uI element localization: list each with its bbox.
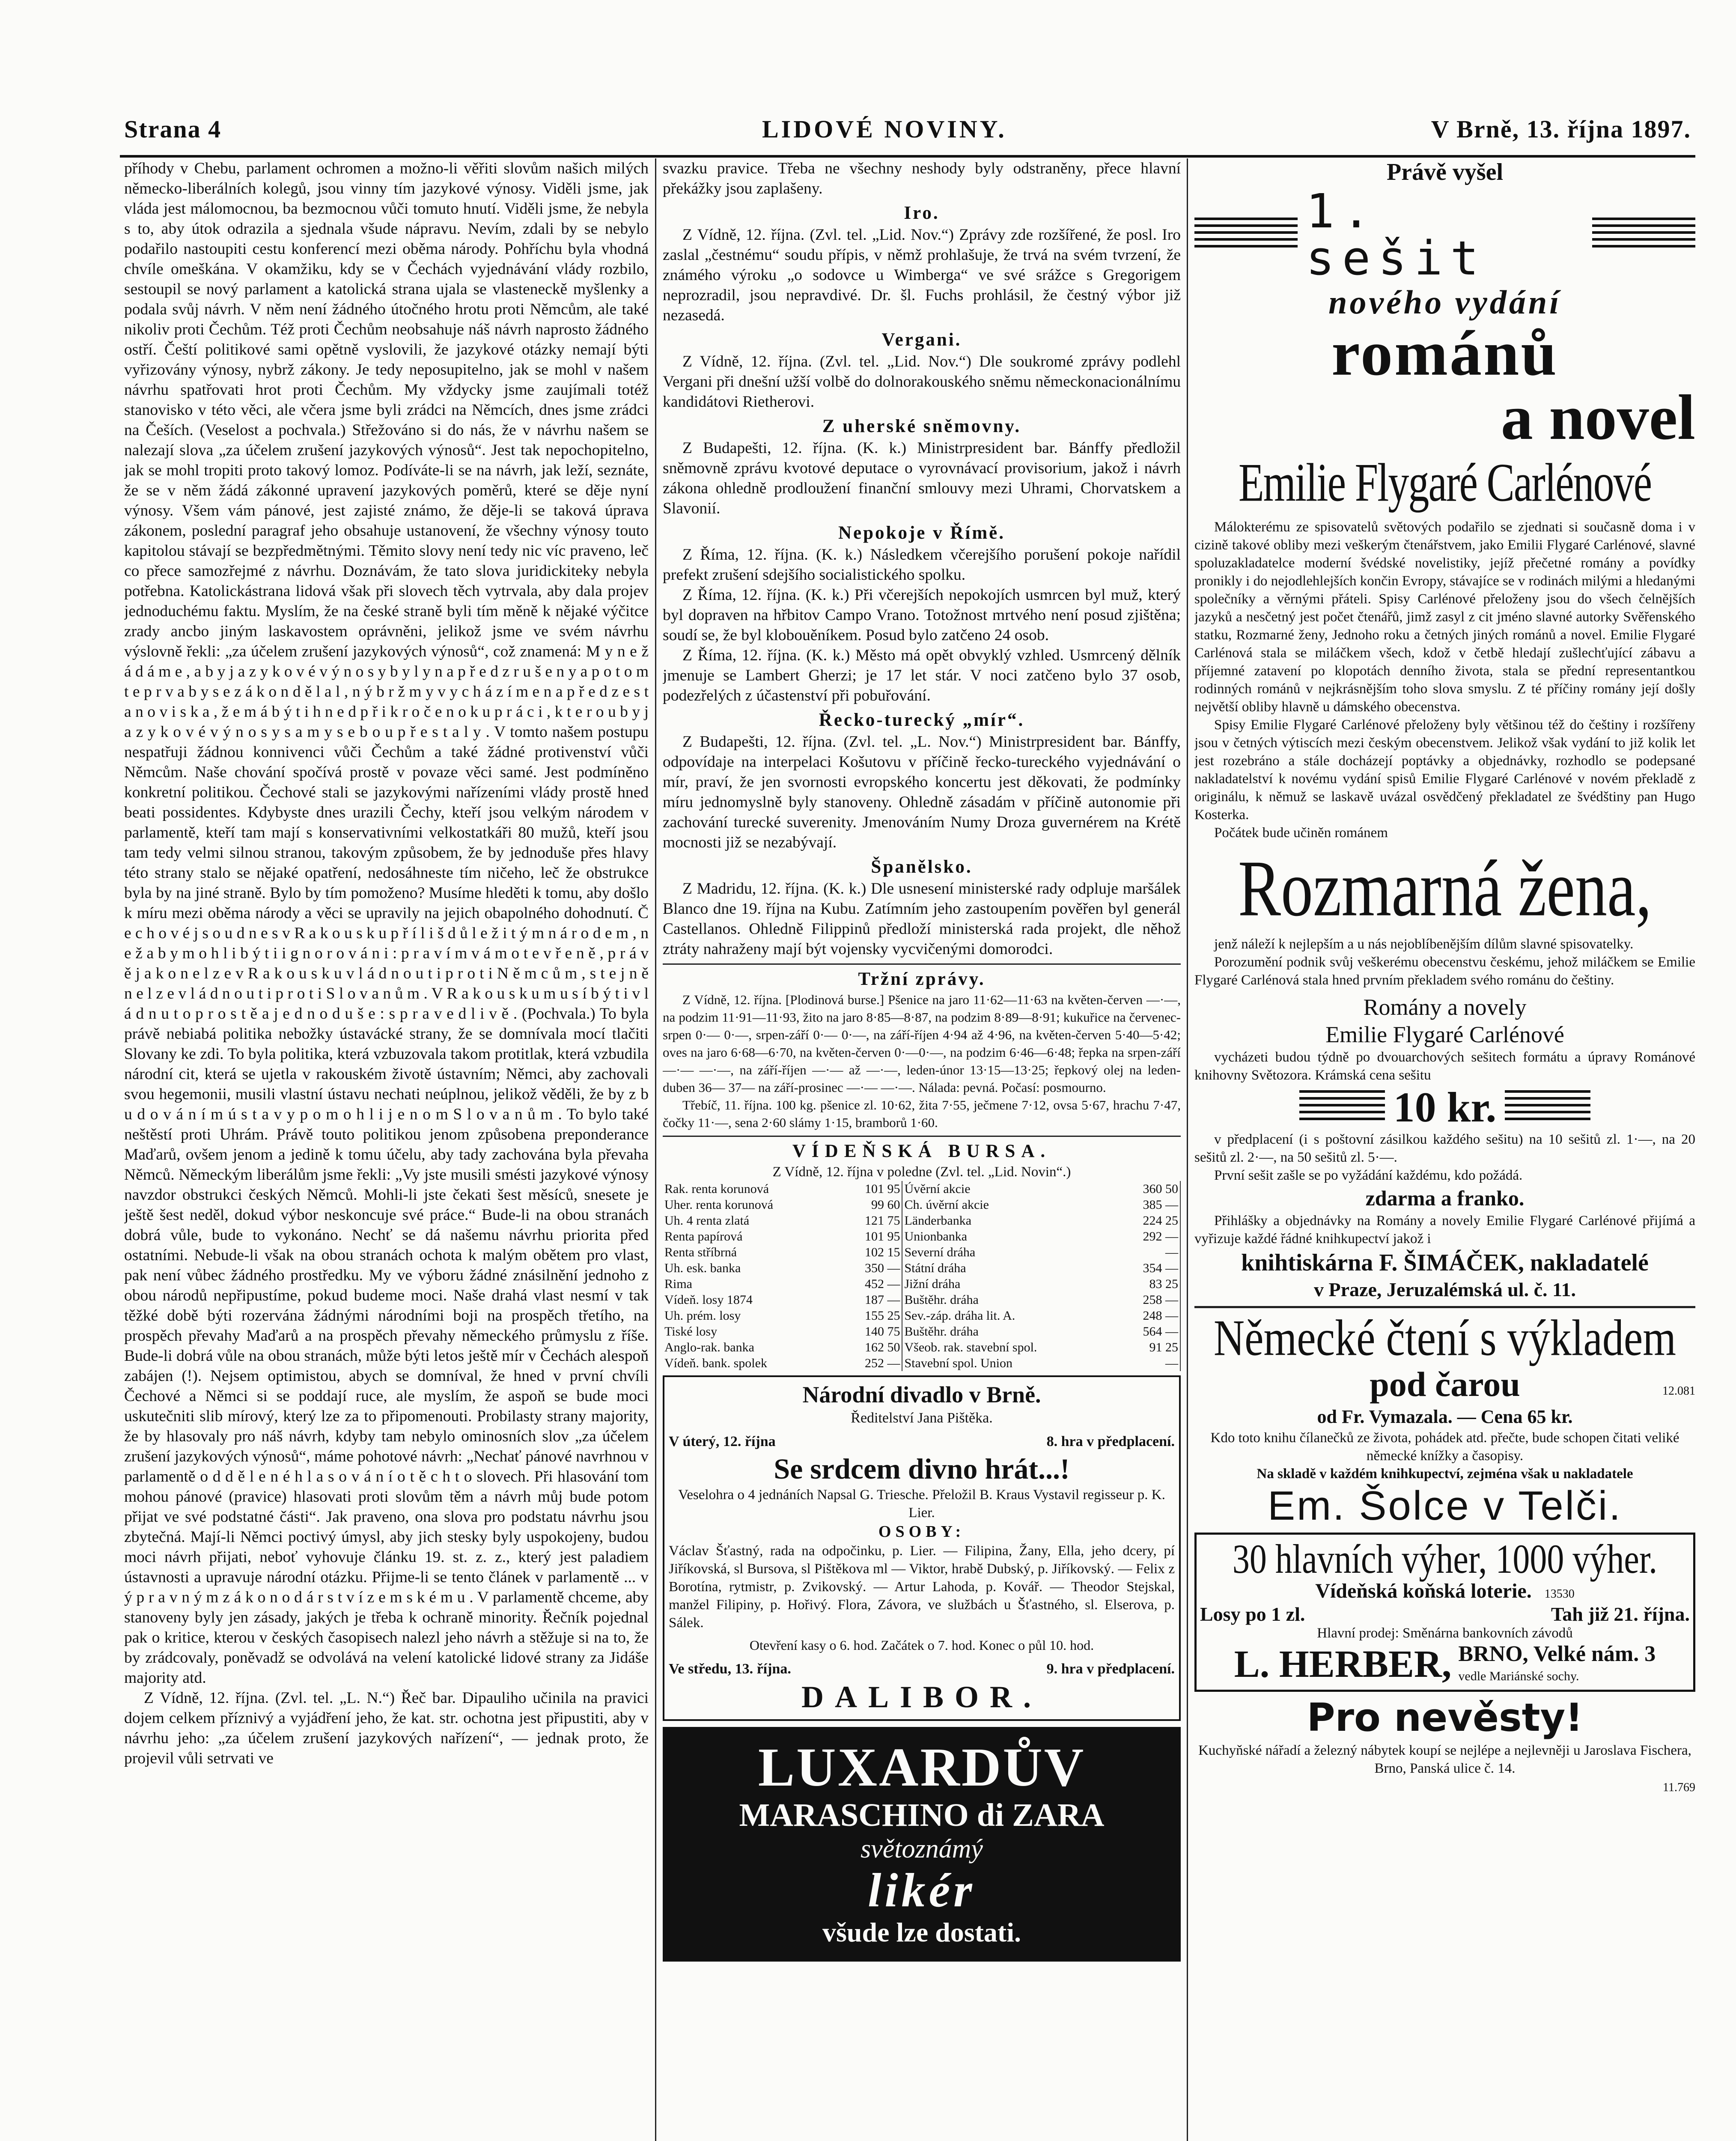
ad-romanu: románů — [1331, 318, 1558, 389]
ad-text: Počátek bude učiněn románem — [1214, 825, 1388, 841]
bursa-value: — — [1118, 1244, 1180, 1260]
bursa-subtitle: Z Vídně, 12. října v poledne (Zvl. tel. „Lid. Novin“.) — [772, 1164, 1071, 1180]
bursa-label: Anglo-rak. banka — [664, 1340, 754, 1354]
theatre-ad — [663, 1375, 1181, 1721]
ad-brand: LUXARDŮV — [758, 1737, 1086, 1798]
bursa-label: Úvěrní akcie — [904, 1182, 971, 1196]
bursa-label: Renta stříbrná — [664, 1245, 737, 1259]
section-heading: Z uherské sněmovny. — [822, 416, 1021, 436]
ad-text: v předplacení (i s poštovní zásilkou každého sešitu) na 10 sešitů zl. 1·—, na 20 sešitů zl. 2·—, na 50 sešitů zl. 5·—. — [1194, 1132, 1695, 1165]
ad-free: zdarma a franko. — [1365, 1186, 1525, 1210]
ad-text: První sešit zašle se po vyžádání každému, kdo požádá. — [1214, 1168, 1523, 1183]
bursa-row — [663, 1324, 1180, 1339]
divider — [663, 1136, 1181, 1137]
bursa-label: Stavební spol. Union — [904, 1356, 1012, 1370]
ad-author: Emilie Flygaré Carlénové — [1238, 453, 1652, 513]
decorative-lines — [1194, 218, 1298, 252]
bursa-value: 91 25 — [1118, 1339, 1180, 1355]
performance-day: V úterý, 12. října — [669, 1434, 776, 1449]
bursa-value: 140 75 — [840, 1324, 902, 1339]
bursa-row — [663, 1339, 1180, 1355]
bursa-label: Buštěhr. dráha — [904, 1293, 979, 1307]
ad-issue: 1. sešit — [1306, 184, 1486, 286]
bursa-label: Renta papírová — [664, 1229, 743, 1243]
section-heading: Španělsko. — [871, 857, 973, 877]
ad-draw-date: Tah již 21. října. — [1551, 1603, 1690, 1625]
page-header — [120, 112, 1695, 158]
ad-text: Přihlášky a objednávky na Romány a novely Emilie Flygaré Carlénové přijímá a vyřizuje každé řádné knihkupectví jakož i — [1194, 1213, 1695, 1246]
bursa-value: 354 — — [1118, 1260, 1180, 1276]
sesit-banner — [1194, 184, 1695, 286]
ad-tagline: světoznámý — [861, 1834, 983, 1864]
article-text: Z Vídně, 12. října. (Zvl. tel. „L. N.“) Řeč bar. Dipauliho učinila na pravici dojem celkem příznivý a vyjádření jeho, že kat. str. ochotna jest připustiti, aby v návrhu jeho: „za účelem zrušení jazykových nařízení“, — jednak proto, že projevil vůli setrvati ve — [124, 1689, 649, 1767]
bursa-value: 102 15 — [840, 1244, 902, 1260]
ad-lottery-name: Vídeňská koňská loterie. — [1315, 1580, 1532, 1602]
section-heading: Vergani. — [881, 330, 962, 350]
ad-subheading: Emilie Flygaré Carlénové — [1325, 1022, 1564, 1047]
ad-herber-address: BRNO, Velké nám. 3 — [1458, 1642, 1656, 1666]
page-number: Strana 4 — [124, 115, 222, 143]
ad-number: 11.769 — [1663, 1781, 1695, 1794]
ad-text: Kuchyňské nářadí a železný nábytek koupí se nejlépe a nejlevněji u Jaroslava Fischera, Brno, Panská ulice č. 14. — [1198, 1743, 1691, 1776]
section-heading: Řecko-turecký „mír“. — [819, 710, 1025, 730]
bursa-label: Všeob. rak. stavební spol. — [904, 1340, 1037, 1354]
ad-publisher: knihtiskárna F. ŠIMÁČEK, nakladatelé — [1241, 1249, 1649, 1276]
ad-price: 10 kr. — [1393, 1083, 1497, 1131]
news-item: Z Vídně, 12. října. (Zvl. tel. „Lid. Nov.“) Zprávy zde rozšířené, že posl. Iro zaslal „čestnému“ soudu přípis, v němž prohlašuje, že trvá na svém tvrzení, že známého výroku „o sodovce u Wimberga“ ve své srážce s Gregorigem neprozradil, jsou nepravdivé. Dr. šl. Fuchs prohlásil, že čestný výbor již nezasedá. — [663, 226, 1181, 324]
cast-list: Václav Šťastný, rada na odpočinku, p. Lier. — Filipina, Žany, Ella, jeho dcery, pí Jiříkovská, sl Bursova, sl Pištěkova ml — Viktor, hrabě Dubský, p. Jiříkovský. — Felix z Borotína, rytmistr, p. Zvikovský. — Artur Lahoda, p. Kovář. — Theodor Stejskal, manžel Filipiny, p. Hořivý. Flora, Závora, ve službách u Šťastného, sl. Elserova, p. Sálek. — [669, 1543, 1175, 1631]
performance-note: 9. hra v předplacení. — [1046, 1661, 1175, 1677]
bursa-row — [663, 1260, 1180, 1276]
bursa-value: 99 60 — [840, 1197, 902, 1213]
bursa-value: 101 95 — [840, 1181, 902, 1197]
bursa-row — [663, 1292, 1180, 1308]
ad-herber-location: vedle Mariánské sochy. — [1458, 1669, 1579, 1683]
ad-book-subtitle: pod čarou — [1370, 1365, 1520, 1404]
market-report: Z Vídně, 12. října. [Plodinová burse.] Pšenice na jaro 11·62—11·63 na květen-červen —·—, na podzim 11·91—11·93, žito na jaro 8·85—8·87, na podzim 8·89—8·91; kukuřice na červenec-srpen 0·— 0·—, srpen-září 0·— 0·—, na září-říjen 4·94 až 4·96, na květen-červen 5·40—5·42; oves na jaro 6·68—6·70, na květen-červen 0·—0·—, na podzim 6·46—6·48; řepka na srpen-září —·— —·—, na září-říjen —·— až —·—, leden-únor 13·15—13·25; řepkový olej na leden-duben 36— 37— na září-prosinec —·— —·—. Náladа: pevná. Počasí: posmourno. — [663, 992, 1181, 1095]
performance-note: 8. hra v předplacení. — [1046, 1434, 1175, 1449]
bursa-value: 452 — — [840, 1276, 902, 1292]
bursa-value: 101 95 — [840, 1229, 902, 1244]
ad-novel: a novel — [1501, 382, 1695, 453]
decorative-lines — [1299, 1090, 1385, 1124]
bursa-label: Unionbanka — [904, 1229, 968, 1243]
ad-text: Porozumění podnik svůj veškerému obecenstvu českému, jehož miláčkem se Emilie Flygaré Carlénová stala hned prvním překladem svého románu do češtiny. — [1194, 954, 1695, 988]
ad-product-type: likér — [868, 1864, 976, 1917]
bursa-label: Uh. esk. banka — [664, 1261, 741, 1275]
ad-ticket-price: Losy po 1 zl. — [1200, 1603, 1305, 1625]
bursa-row — [663, 1181, 1180, 1197]
bursa-value: 224 25 — [1118, 1213, 1180, 1229]
cast-heading: OSOBY: — [878, 1523, 965, 1541]
bursa-label: Vídeň. bank. spolek — [664, 1356, 767, 1370]
ad-book-title: Německé čtení s výkladem — [1213, 1309, 1676, 1366]
theatre-director: Ředitelství Jana Pištěka. — [851, 1410, 993, 1426]
bursa-label: Buštěhr. dráha — [904, 1324, 979, 1339]
ad-text: Málokterému ze spisovatelů světových podařilo se zjednati si současně doma i v cizině takové obliby mezi veškerým čtenářstvem, jako Emilii Flygaré Carlénové, slavné spoluzakladatelce moderní švédské novelistiky, jejíž přečetné romány a povídky pronikly i do nejodlehlejších končin Evropy, stávajíce se v rodinách milými a hledanými společníky a věrnými přáteli. Spisy Carlénové přeloženy jsou do všech čelnějších jazyků a nesčetný jest počet čtenářů, jimž zasyl z cit jméno slavné autorky Svěřenského statku, Rozmarné ženy, Jednoho roku a četných jiných románů a novel. Emilie Flygaré Carlénová stala se miláčkem všech, kdož v četbě hledají zušlechťující zábavu a příjemné zatavení po klopotách denního života, stala se přední representantkou rodinných románů v nejkrásnějším toho slova smyslu. Z té příčiny romány její došly největší obliby hlavně u dámského obecenstva. — [1194, 519, 1695, 715]
news-item: Z Budapešti, 12. října. (Zvl. tel. „L. Nov.“) Ministrpresident bar. Bánffy, odpovídaje na interpelaci Košutovu v příčině řecko-tureckého vyjednávání o mír, praví, že jen svornosti evropského koncertu jest děkovati, že podmínky míru jednomyslně byly stanoveny. Ohledně zásadám v příčině autonomie při zachování turecké suverenity. Jmenováním Numy Droza guvernérem na Krétě mocnosti již se nezabývají. — [663, 733, 1181, 851]
performance-day: Ve středu, 13. října. — [669, 1661, 791, 1677]
bursa-value: 350 — — [840, 1260, 902, 1276]
page-date: V Brně, 13. října 1897. — [1431, 115, 1691, 143]
ad-address: v Praze, Jeruzalémská ul. č. 11. — [1314, 1279, 1576, 1300]
ad-text: Kdo toto knihu čílanečků ze života, pohádek atd. přečte, bude schopen čitati veliké německé knížky a časopisy. — [1210, 1430, 1679, 1464]
masthead-title: LIDOVÉ NOVINY. — [762, 115, 1007, 143]
ad-number: 13530 — [1544, 1587, 1575, 1601]
ad-text: vycházeti budou týdně po dvouarchových sešitech formátu a úpravy Románové knihovny Světozora. Krámská cena sešitu — [1194, 1050, 1695, 1083]
ad-author: od Fr. Vymazala. — Cena 65 kr. — [1317, 1406, 1573, 1427]
column-3 — [1194, 158, 1695, 2141]
section-heading: VÍDEŇSKÁ BURSA. — [792, 1141, 1051, 1161]
news-item: Z Budapešti, 12. října. (K. k.) Ministrpresident bar. Bánffy předložil sněmovně zprávu kvotové deputace o vyrovnávací provisorium, jakož i návrh zákona ohledně prodloužení finanční smlouvy mezi Uhrami, Chorvatskem a Slavonií. — [663, 439, 1181, 517]
bursa-value: 258 — — [1118, 1292, 1180, 1308]
news-item: Z Vídně, 12. října. (Zvl. tel. „Lid. Nov.“) Dle soukromé zprávy podlehl Vergani při dnešní užší volbě do dolnorakouského sněmu německonacionálnímu kandidátovi Rietherovi. — [663, 353, 1181, 411]
bursa-row — [663, 1308, 1180, 1324]
bursa-table — [663, 1181, 1181, 1371]
bursa-row — [663, 1229, 1180, 1244]
news-item: Z Říma, 12. října. (K. k.) Při včerejších nepokojích usmrcen byl muž, který byl dopraven na hřbitov Campo Vrano. Totožnost mrtvého není posud zjištěna; soudí se, že byl klobouěníkem. Posud bylo zatčeno 24 osob. — [663, 586, 1181, 644]
bursa-label: Jižní dráha — [904, 1277, 961, 1291]
ad-product: MARASCHINO di ZARA — [739, 1797, 1105, 1833]
news-item: Z Madridu, 12. října. (K. k.) Dle usnesení ministerské rady odpluje maršálek Blanco dne 19. října na Kubu. Zatímním jeho zastoupením pověřen byl generál Castellanos. Ohledně Filippinů předloží ministerská rada projekt, dle něhož ztráty nahraženy mají být vojensky vycvičenými domorodci. — [663, 880, 1181, 958]
section-heading: Tržní zprávy. — [858, 969, 986, 989]
theatre-title: Národní divadlo v Brně. — [802, 1382, 1041, 1407]
play-description: Veselohra o 4 jednáních Napsal G. Triesche. Přeložil B. Kraus Vystavil regisseur p. K. Lier. — [678, 1487, 1165, 1521]
bursa-label: Severní dráha — [904, 1245, 976, 1259]
bursa-value: 252 — — [840, 1355, 902, 1371]
bursa-label: Uh. 4 renta zlatá — [664, 1214, 750, 1228]
ad-edition: nového vydání — [1328, 283, 1561, 321]
bursa-value: — — [1118, 1355, 1180, 1371]
bursa-label: Länderbanka — [904, 1214, 972, 1228]
ad-herber: L. HERBER, — [1234, 1643, 1452, 1685]
ad-subheading: Romány a novely — [1363, 994, 1527, 1020]
bursa-label: Rak. renta korunová — [664, 1182, 769, 1196]
bursa-row — [663, 1197, 1180, 1213]
article-text: svazku pravice. Třeba ne všechny neshody byly odstraněny, přece hlavní překážky jsou zaplašeny. — [663, 160, 1181, 197]
box-office-times: Otevření kasy o 6. hod. Začátek o 7. hod. Konec o půl 10. hod. — [749, 1637, 1094, 1653]
decorative-lines — [1505, 1090, 1590, 1124]
ad-seller: Em. Šolce v Telči. — [1268, 1483, 1622, 1529]
bursa-label: Uher. renta korunová — [664, 1198, 774, 1212]
bursa-value: 360 50 — [1118, 1181, 1180, 1197]
bursa-value: 292 — — [1118, 1229, 1180, 1244]
bursa-row — [663, 1213, 1180, 1229]
bursa-value: 248 — — [1118, 1308, 1180, 1324]
section-heading: Nepokoje v Římě. — [838, 523, 1006, 543]
column-divider — [655, 158, 656, 2141]
bursa-value: 162 50 — [840, 1339, 902, 1355]
column-divider — [1187, 158, 1188, 2141]
column-2 — [663, 158, 1181, 2141]
news-item: Z Říma, 12. října. (K. k.) Město má opět obvyklý vzhled. Usmrcený dělník jmenuje se Lambert Gherzi; je 17 let stár. V noci zatčeno bylo 37 osob, podezřelých z účastenství při pobuřování. — [663, 647, 1181, 704]
ad-number: 12.081 — [1662, 1384, 1695, 1398]
bursa-row — [663, 1276, 1180, 1292]
market-report: Třebíč, 11. října. 100 kg. pšenice zl. 10·62, žita 7·55, ječmene 7·12, ovsa 5·67, hrachu 7·47, čočky 11·—, sena 2·60 slámy 1·15, bramborů 1·60. — [663, 1097, 1181, 1130]
ad-text: jenž náleží k nejlepším a u nás nejoblíbenějším dílům slavné spisovatelky. — [1214, 936, 1634, 952]
article-text: příhody v Chebu, parlament ochromen a možno-li věřiti slovům našich milých německo-liberálních kolegů, jsou vinny tím jazykové výnosy. Viděli jsme, jak vláda jest málomocnou, ba bezmocnou vůči tomuto hnutí. Viděli jsme, že nebyla s to, aby útok odrazila a sjednala všude nápravu. Nevím, zdali by se nebylo podařilo nastoupiti cestu konferencí mezi oběma národy. Pohříchu byla vhodná chvíle omeškána. V okamžiku, kdy se v Čechách vyjednávání vlády rozbilo, sestoupil se nový parlament a katolická strana ujala se vlasteneckě myšlenky a podala svůj návrh. V něm není žádného útočného hrotu proti Němcům, ale také nikoliv proti Čechům. Též proti Čechům neobsahuje náš návrh naprosto žádného ostří. Čeští politikové sami opětně vyslovili, že jazykové otázky nemají býti vyřizovány výnosy, nybrž zákony. Je tedy neposupitelno, jak se mohl v našem návrhu spatřovati hrot proti Čechům. My vždycky jsme zaujímali totéž stanovisko v této věci, ale včera jsme byli zrádci na Němcích, dnes jsme zrádci na Češích. (Veselost a pochvala.) Střežováno si do nás, že v návrhu našem se nalezají slova „za účelem zrušení jazykových výnosů“. Jest tak nepochopitelno, jak se mohl tropiti proto takový lomoz. Podíváte-li se na návrh, jak leží, seznáte, že se v něm žádá zákonné upravení jazykových poměrů, které se děje nyní výnosy. Všem vám pánové, jest zajisté známo, že děje-li se taková úprava zákonem, poslední paragraf jeho obsahuje ustanovení, že všechny výnosy touto kapitolou stávají se bezpředmětnými. Těmito slovy není tedy nic víc praveno, leč co přece samozřejmé z návrhu. Doznávám, že tato slova juridickiteky nebyla potřebna. Katolickástrana lidová však při slovech těch vytrvala, aby dala projev jednoduchému faktu. Myslím, že na české straně byli tím měně k nějaké výčitce zrady ancbo jiným laskavostem oprávněni, jelikož jsme ve svém návrhu výslovně řekli: „za účelem zrušení jazykových výnosů“, což znamená: M y n e ž á d á m e , a b y j a z y k o v é v ý n o s y b y l y n a p ř e d z r u š e n y a p o t o m t e p r v a b y s e z á k o n d ě l a l , n ý b r ž m y v y c h á z í m e n a p ř e d z e s t a n o v i s k a , ž e m á b ý t i h n e d p ř i k r o č e n o k u p r á c i , k t e r o u b y j a z y k o v é v ý n o s y s a m y s e b o u p ř e s t a l y . V tomto našem postupu nespatřuji žádnou konnivenci vůči Čechům a také žádné protivenství vůči Němcům. Naše chování spočívá prostě v povaze věci samé. Jest podmíněno konkretní politikou. Čechové stali se jazykovými nařízeními vlády prostě hned beati possidentes. Kdybyste dnes urazili Čechy, kteří jsou velkým národem v parlamentě, kteří tam mají s konservativními velkostatkáři 80 mužů, kteří jsou tam tedy velmi silnou stranou, takovým způsobem, že by jednoduše přes hlavy této strany stalo se nějaké opatření, nedosáhneste tím ničeho, leč že obstrukce byla by na jiné straně. Bylo by tím pomoženo? Musíme hleděti k tomu, aby došlo k míru mezi oběma národy a věci se upravily na jejich obapolného dohodnutí. Č e c h o v é j s o u d n e s v R a k o u s k u p ř í l i š d ů l e ž i t ý m n á r o d e m , n e ž a b y m o h l i b ý t i i g n o r o v á n i : p r a v í m v á m o t e v ř e n ě , p r á v ě j a k o n e l z e v R a k o u s k u v l á d n o u t i p r o t i N ě m c ů m , s t e j n ě n e l z e v l á d n o u t i p r o t i S l o v a n ů m . V R a k o u s k u m u s í b ý t i v l á d n u t o p r o s t ě a j e d n o d u š e : s p r a v e d l i v ě . (Pochvala.) To byla právě nebiabá politika nebožky ústavácké strany, že se domnívala mocí tlačiti Slovany ke zdi. To byla politika, která vzbuzovala takom protitlak, která vzbudila národní cit, která se ujetla v rakouském životě ústavním; Němci, aby zachovali svou hegemonii, musili vlastní ústavu nechati neúplnou, jelikož věděli, že by z b u d o v á n í m ú s t a v y p o m o h l i j e n o m S l o v a n ů m . To bylo také neštěstí proti Uhrám. Právě touto politikou jenom způsobena preponderance Maďarů, ovšem jenom a jedině k tomu účelu, aby tady zachována byla převaha Němců. Německým liberálům jsme řekli: „Vy jste musili smésti jazykové výnosy navzdor obstrukci českých Němců. Mohli-li jste čekati šest měsíců, snesete je ještě šest neděl, dokud výbor neskoncuje své práce.“ Bude-li na obou stranách dobrá vůle, bude to vykonáno. Nechť se dá našemu návrhu priorita před ostatními. Nebude-li však na obou stranách ochota k malým obětem pro vlast, pak není vůbec žádného prostředku. My ve výboru žádné znásilnění jednoho z obou národů nepřipustíme, pokud budeme moci. Naše drahá vlast nesmí v tak těžké době býti rozervána žádnými národními boji na prospěch třetího, na prospěch převahy Maďarů a na prospěch převahy německého průmyslu z říše. Bude-li dobrá vůle na obou stranách, může býti letos ještě mír v Čechách alespoň zabájen (!). Nejsem optimistou, abych se domníval, že hned v první chvíli Čechové a Němci si se poddají ruce, ale myslím, že aspoň se bude moci uskutečniti slib mírový, který lze za to připomenouti. Probilasty strany majority, že by hlasovaly pro náš návrh, kdyby tam nebylo ominosních slov „za účelem zrušení jazykových výnosů“, máme pohotové návrh: „Nechať pánové navrhnou v parlamentě o d d ě l e n é h l a s o v á n í o t ě c h t o slovech. Při hlasování tom mohou pánové (pravice) hlasovati proti slovům těm a návrh můj bude potom přijat ve své podstatné části“. Jak praveno, ona slova pro podstatu návrhu jsou zbytečná. Mají-li Němci poctivý úmysl, aby jich stesky byly uspokojeny, budou moci návrh přijati, neboť vyhovuje článku 19. st. z. z., který jest paladiem ústavnosti a upravuje národní otázku. Přijme-li se tento článek v parlamentě ... v ý p r a v n ý m z á k o n o d á r s t v í z e m s k é m u . V parlamentě chceme, aby stanoveny byly jen zásady, jakých je třeba k ochraně minority. Řečník pojednal pak o kritice, kterou v českých časopisech nalezl jeho návrh a stěžuje si na to, že by zrádcovaly, poněvadž se odvolává na velení katolické lidové strany za Jidáše majority atd. — [124, 160, 649, 1687]
bursa-label: Tiské losy — [664, 1324, 718, 1339]
lottery-ad — [1194, 1533, 1695, 1692]
ad-lottery-prizes: 30 hlavních výher, 1000 výher. — [1232, 1537, 1658, 1582]
play-title: Se srdcem divno hrát...! — [774, 1452, 1070, 1485]
bursa-value: 564 — — [1118, 1324, 1180, 1339]
bursa-value: 187 — — [840, 1292, 902, 1308]
bursa-label: Ch. úvěrní akcie — [904, 1198, 989, 1212]
price-banner — [1194, 1083, 1695, 1131]
section-heading: Iro. — [904, 203, 940, 223]
column-1 — [124, 158, 649, 2141]
bursa-label: Státní dráha — [904, 1261, 966, 1275]
bursa-row — [663, 1244, 1180, 1260]
divider — [663, 963, 1181, 965]
bursa-label: Vídeň. losy 1874 — [664, 1293, 753, 1307]
play-title: DALIBOR. — [801, 1680, 1042, 1714]
ad-heading: Právě vyšel — [1386, 159, 1504, 185]
ad-availability: všude lze dostati. — [822, 1917, 1021, 1947]
ad-text: Hlavní prodej: Směnárna bankovních závodů — [1317, 1625, 1573, 1641]
bursa-value: 385 — — [1118, 1197, 1180, 1213]
luxardo-ad — [663, 1727, 1181, 1962]
bursa-row — [663, 1355, 1180, 1371]
bursa-label: Uh. prém. losy — [664, 1309, 741, 1323]
bursa-label: Rima — [664, 1277, 692, 1291]
ad-text: Na skladě v každém knihkupectví, zejména však u nakladatele — [1257, 1466, 1633, 1482]
bursa-value: 121 75 — [840, 1213, 902, 1229]
bursa-label: Sev.-záp. dráha lit. A. — [904, 1309, 1015, 1323]
news-item: Z Říma, 12. října. (K. k.) Následkem včerejšího porušení pokoje nařídil prefekt zrušení sdejšího socialistického spolku. — [663, 546, 1181, 584]
bursa-value: 83 25 — [1118, 1276, 1180, 1292]
decorative-lines — [1592, 218, 1695, 252]
ad-novel-title: Rozmarná žena, — [1238, 844, 1652, 933]
ad-text: Spisy Emilie Flygaré Carlénové přeloženy byly většinou též do češtiny i rozšířeny jsou v četných výtiscích mezi českým obecenstvem. Jelikož však vydání to již kolik let jest rozebráno a stále docházejí poptávky a objednávky, rozhodlo se podepsané nakladatelství k novému vydání spisů Emilie Flygaré Carlénové v novém překladě z originálu, k němuž se laskavě uvázal osvědčený překladatel ze švédštiny pan Hugo Kosterka. — [1194, 717, 1695, 823]
bursa-value: 155 25 — [840, 1308, 902, 1324]
ad-brides: Pro nevěsty! — [1307, 1695, 1583, 1740]
